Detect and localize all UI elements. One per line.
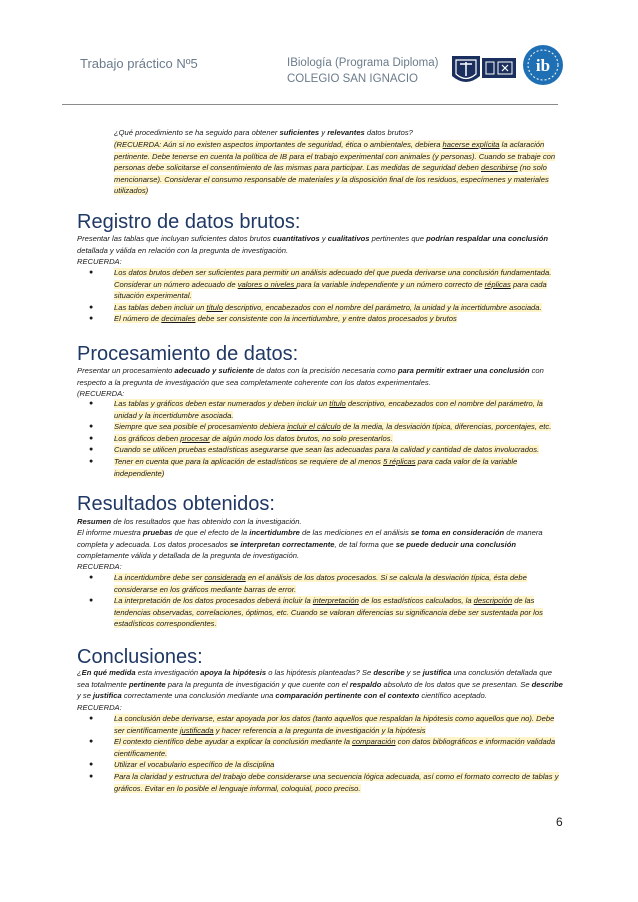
school-crest-logo bbox=[450, 50, 518, 90]
header-title: Trabajo práctico Nº5 bbox=[80, 56, 198, 71]
section-intro-processing: Presentar un procesamiento adecuado y suficiente de datos con la precisión necesaria como para permitir extraer una conclusión con respecto a la pregunta de investigación que sea completamente coherente con los datos experimentales. bbox=[77, 366, 544, 387]
section-intro-results-2: El informe muestra pruebas de que el efecto de la incertidumbre de las mediciones en el análisis se toma en consideración de manera completa y adecuada. Los datos procesados se interpretan correctamente, de tal forma que se puede deducir una conclusión completamente válida y detallada de la pregunta de investigación. bbox=[77, 528, 543, 561]
list-item: ● Los datos brutos deben ser suficientes para permitir un análisis adecuado del que pueda derivarse una conclusión fundamentada. Considerar un número adecuado de valores o niveles para la variable independiente y un número correcto de réplicas para cada situación experimental. bbox=[89, 268, 552, 301]
list-item: ● El contexto científico debe ayudar a explicar la conclusión mediante la comparación con datos bibliográficos e información validada científicamente. bbox=[89, 737, 556, 758]
header-school: COLEGIO SAN IGNACIO bbox=[287, 73, 418, 85]
recuerda-label: (RECUERDA: bbox=[77, 389, 125, 398]
list-item: ● Los gráficos deben procesar de algún modo los datos brutos, no solo presentarlos. bbox=[89, 433, 393, 443]
ib-logo bbox=[522, 44, 564, 86]
list-item: ● La incertidumbre debe ser considerada en el análisis de los datos procesados. Si se calcula la desviación típica, ésta debe considerarse en los gráficos mediante barras de error. bbox=[89, 573, 527, 594]
recuerda-label: RECUERDA: bbox=[77, 703, 122, 712]
list-item: ● El número de decimales debe ser consistente con la incertidumbre, y entre datos procesados y brutos bbox=[89, 314, 457, 324]
conclusions-bullets bbox=[86, 713, 566, 794]
list-item: ● Utilizar el vocabulario específico de la disciplina bbox=[89, 760, 275, 770]
section-title-conclusions: Conclusiones: bbox=[77, 646, 203, 668]
header-divider bbox=[62, 104, 558, 105]
list-item: ● Siempre que sea posible el procesamiento debiera incluir el cálculo de la media, la desviación típica, diferencias, porcentajes, etc. bbox=[89, 422, 552, 432]
list-item: ● La conclusión debe derivarse, estar apoyada por los datos (tanto aquellos que respaldan la hipótesis como aquellos que no). Debe ser científicamente justificada y hacer referencia a la pregunta de investigación y la hipótesis bbox=[89, 714, 555, 735]
header-program: IBiología (Programa Diploma) bbox=[287, 57, 439, 69]
header-school-block bbox=[287, 55, 438, 87]
section-title-processing: Procesamiento de datos: bbox=[77, 343, 299, 365]
raw-data-bullets bbox=[86, 267, 566, 325]
section-intro-raw-data: Presentar las tablas que incluyan suficientes datos brutos cuantitativos y cualitativos pertinentes que podrían respaldar una conclusión detallada y válida en relación con la pregunta de investigación. bbox=[77, 234, 549, 255]
results-bullets bbox=[86, 572, 566, 630]
list-item: ● La interpretación de los datos procesados deberá incluir la interpretación de los estadísticos calculados, la descripción de las tendencias observadas, correlaciones, óptimos, etc. Cuando se valoran diferencias su significancia debe ser sustentada por los estadísticos correspondientes. bbox=[89, 596, 543, 629]
page-number: 6 bbox=[556, 815, 563, 829]
section-intro-conclusions: ¿En qué medida esta investigación apoya la hipótesis o las hipótesis planteadas? Se describe y se justifica una conclusión detallada que sea totalmente pertinente para la pregunta de investigación y que cuente con el respaldo absoluto de los datos que se presentan. Se describe y se justifica correctamente una conclusión mediante una comparación pertinente con el contexto científico aceptado. bbox=[77, 668, 563, 701]
recuerda-label: RECUERDA: bbox=[77, 562, 122, 571]
list-item: ● Cuando se utilicen pruebas estadísticas asegurarse que sean las adecuadas para la calidad y cantidad de datos involucrados. bbox=[89, 445, 540, 455]
intro-note: (RECUERDA: Aún si no existen aspectos importantes de seguridad, ética o ambientales, debiera hacerse explícita la aclaración pertinente. Debe tenerse en cuenta la política de IB para el trabajo experimental con animales (y personas). Cuando se trabaje con personas debe solicitarse el consentimiento de las mismas para participar. Las medidas de seguridad deben describirse (no solo mencionarse). Considerar el consumo responsable de materiales y la disposición final de los residuos, especímenes y materiales utilizados) bbox=[114, 140, 556, 196]
ib-logo-text: ib bbox=[535, 56, 551, 75]
recuerda-label: RECUERDA: bbox=[77, 257, 122, 266]
section-title-raw-data: Registro de datos brutos: bbox=[77, 211, 301, 233]
list-item: ● Las tablas y gráficos deben estar numerados y deben incluir un título descriptivo, encabezados con el nombre del parámetro, la unidad y la incertidumbre asociada. bbox=[89, 399, 543, 420]
section-title-results: Resultados obtenidos: bbox=[77, 493, 275, 515]
list-item: ● Tener en cuenta que para la aplicación de estadísticos se requiere de al menos 5 réplicas para cada valor de la variable independiente) bbox=[89, 456, 518, 478]
list-item: ● Las tablas deben incluir un título descriptivo, encabezados con el nombre del parámetro, la unidad y la incertidumbre asociada. bbox=[89, 302, 542, 312]
intro-question: ¿Qué procedimiento se ha seguido para obtener suficientes y relevantes datos brutos? bbox=[114, 128, 413, 137]
list-item: ● Para la claridad y estructura del trabajo debe considerarse una secuencia lógica adecuada, así como el formato correcto de tablas y gráficos. Evitar en lo posible el lenguaje informal, coloquial, poco preciso. bbox=[89, 771, 559, 793]
section-intro-results-1: Resumen de los resultados que has obtenido con la investigación. bbox=[77, 517, 302, 526]
processing-bullets bbox=[86, 398, 566, 479]
